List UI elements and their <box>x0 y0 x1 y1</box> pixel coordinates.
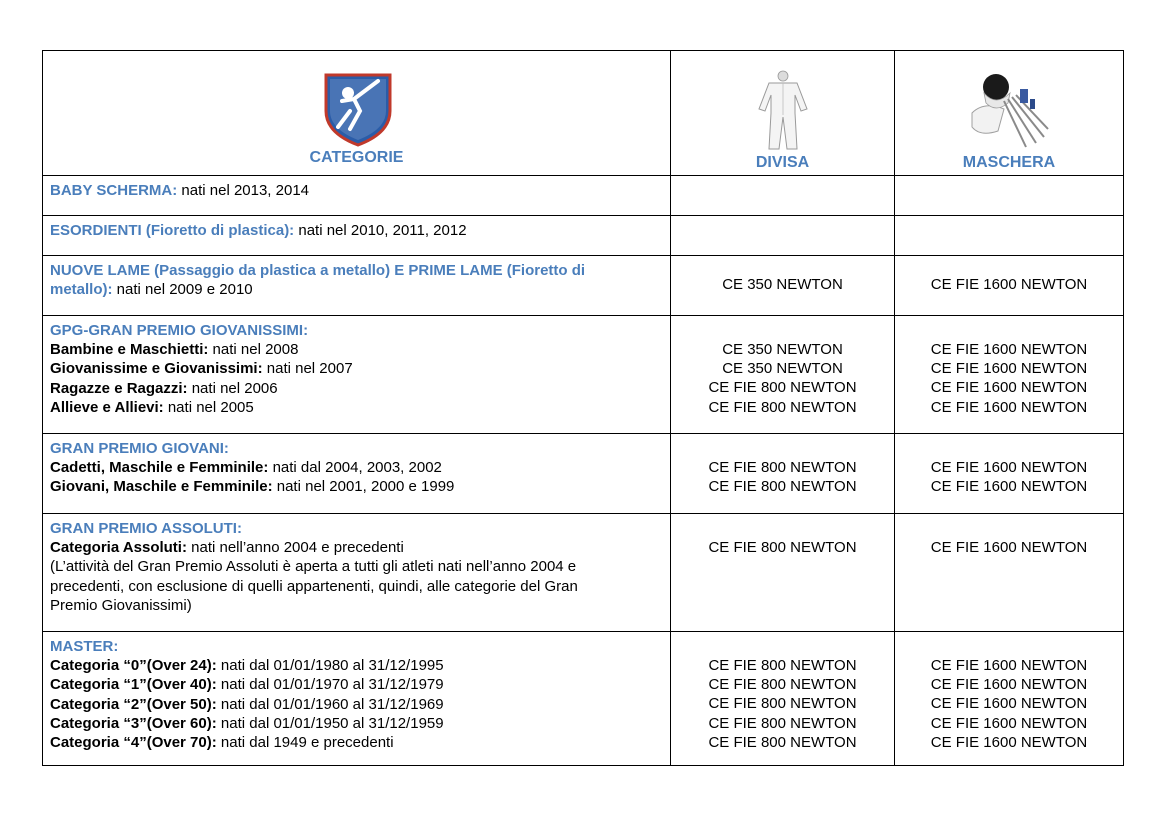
master-item-label: Categoria “1”(Over 40): <box>50 676 217 694</box>
master-divisa-value: CE FIE 800 NEWTON <box>708 714 857 732</box>
giovani-title: GRAN PREMIO GIOVANI: <box>50 440 229 457</box>
master-divisa-value: CE FIE 800 NEWTON <box>708 676 857 694</box>
master-title: MASTER: <box>50 638 119 655</box>
master-divisa-value: CE FIE 800 NEWTON <box>708 695 857 713</box>
gpg-item-label: Allieve e Allievi: <box>50 398 164 416</box>
cell-gpg-divisa <box>671 316 895 434</box>
assoluti-note-line: (L’attività del Gran Premio Assoluti è aperta a tutti gli atleti nati nell’anno 2004 e <box>50 558 577 576</box>
nuove-title-line1: NUOVE LAME (Passaggio da plastica a metallo) E PRIME LAME (Fioretto di <box>50 262 586 279</box>
gpg-item <box>50 379 663 398</box>
header-row <box>43 51 1124 176</box>
categories-table <box>42 50 1124 766</box>
giovani-item-text: nati dal 2004, 2003, 2002 <box>268 459 442 477</box>
master-divisa-value: CE FIE 800 NEWTON <box>708 657 857 674</box>
gpg-divisa-value: CE 350 NEWTON <box>722 341 843 358</box>
gpg-item-label: Ragazze e Ragazzi: <box>50 379 188 397</box>
gpg-item-text: nati nel 2005 <box>163 398 254 416</box>
cell-master-maschera <box>895 632 1124 766</box>
club-logo-icon <box>320 71 396 147</box>
fencing-mask-icon <box>964 71 1054 151</box>
gpg-title: GPG-GRAN PREMIO GIOVANISSIMI: <box>50 322 309 339</box>
row-giovani <box>43 434 1124 514</box>
baby-title: BABY SCHERMA: <box>50 182 178 199</box>
gpg-divisa-value: CE FIE 800 NEWTON <box>708 398 857 416</box>
master-item <box>50 675 663 694</box>
master-maschera-value: CE FIE 1600 NEWTON <box>930 676 1088 694</box>
master-item-text: nati dal 01/01/1980 al 31/12/1995 <box>216 657 444 675</box>
giovani-item-label: Cadetti, Maschile e Femminile: <box>50 459 269 477</box>
cell-assoluti <box>43 514 671 632</box>
row-master <box>43 632 1124 766</box>
gpg-item-text: nati nel 2007 <box>262 360 353 378</box>
nuove-divisa: CE 350 NEWTON <box>722 276 843 293</box>
assoluti-note-line: Premio Giovanissimi) <box>50 596 192 614</box>
cell-gpg <box>43 316 671 434</box>
header-categorie: CATEGORIE <box>309 149 404 166</box>
master-maschera-value: CE FIE 1600 NEWTON <box>930 714 1088 732</box>
giovani-item-label: Giovani, Maschile e Femminile: <box>50 478 273 496</box>
cell-esordienti-divisa <box>671 216 895 256</box>
giovani-item-text: nati nel 2001, 2000 e 1999 <box>272 478 455 496</box>
master-item-label: Categoria “4”(Over 70): <box>50 734 217 752</box>
gpg-item-label: Giovanissime e Giovanissimi: <box>50 360 263 378</box>
cell-gpg-maschera <box>895 316 1124 434</box>
nuove-text: nati nel 2009 e 2010 <box>112 281 253 299</box>
cell-esordienti <box>43 216 671 256</box>
esordienti-title: ESORDIENTI (Fioretto di plastica): <box>50 222 295 239</box>
cell-nuove-divisa <box>671 256 895 316</box>
gpg-item <box>50 340 663 359</box>
gpg-maschera-value: CE FIE 1600 NEWTON <box>930 360 1088 378</box>
header-divisa: DIVISA <box>755 154 810 171</box>
master-item-label: Categoria “0”(Over 24): <box>50 657 217 675</box>
cell-nuove-maschera <box>895 256 1124 316</box>
gpg-maschera-value: CE FIE 1600 NEWTON <box>930 398 1088 416</box>
master-item <box>50 656 663 675</box>
header-categorie-cell <box>43 51 671 176</box>
cell-assoluti-divisa <box>671 514 895 632</box>
master-maschera-value: CE FIE 1600 NEWTON <box>930 733 1088 751</box>
cell-baby-maschera <box>895 176 1124 216</box>
master-divisa-value: CE FIE 800 NEWTON <box>708 733 857 751</box>
giovani-maschera-value: CE FIE 1600 NEWTON <box>930 459 1088 476</box>
header-divisa-cell <box>671 51 895 176</box>
nuove-title-line2: metallo): <box>50 281 113 299</box>
gpg-divisa-value: CE 350 NEWTON <box>722 360 843 378</box>
master-maschera-value: CE FIE 1600 NEWTON <box>930 695 1088 713</box>
giovani-divisa-value: CE FIE 800 NEWTON <box>708 478 857 496</box>
cell-baby-divisa <box>671 176 895 216</box>
gpg-item <box>50 359 663 378</box>
assoluti-note-line: precedenti, con esclusione di quelli appartenenti, quindi, alle categorie del Gran <box>50 577 578 595</box>
master-item-label: Categoria “2”(Over 50): <box>50 695 217 713</box>
gpg-divisa-value: CE FIE 800 NEWTON <box>708 379 857 397</box>
row-baby <box>43 176 1124 216</box>
cell-giovani <box>43 434 671 514</box>
assoluti-divisa: CE FIE 800 NEWTON <box>708 539 857 556</box>
row-esordienti <box>43 216 1124 256</box>
giovani-maschera-value: CE FIE 1600 NEWTON <box>930 478 1088 496</box>
cell-master <box>43 632 671 766</box>
master-item-text: nati dal 01/01/1970 al 31/12/1979 <box>216 676 444 694</box>
gpg-item-text: nati nel 2008 <box>208 341 299 359</box>
fencing-suit-icon <box>755 69 811 151</box>
esordienti-text: nati nel 2010, 2011, 2012 <box>294 222 467 239</box>
master-maschera-value: CE FIE 1600 NEWTON <box>930 657 1088 674</box>
nuove-maschera: CE FIE 1600 NEWTON <box>930 276 1088 293</box>
giovani-divisa-value: CE FIE 800 NEWTON <box>708 459 857 476</box>
master-item <box>50 733 663 752</box>
assoluti-label: Categoria Assoluti: <box>50 539 187 557</box>
header-maschera: MASCHERA <box>962 154 1056 171</box>
master-item-label: Categoria “3”(Over 60): <box>50 714 217 732</box>
cell-giovani-maschera <box>895 434 1124 514</box>
cell-nuove-lame <box>43 256 671 316</box>
assoluti-maschera: CE FIE 1600 NEWTON <box>930 539 1088 556</box>
cell-giovani-divisa <box>671 434 895 514</box>
master-item-text: nati dal 01/01/1960 al 31/12/1969 <box>216 695 444 713</box>
giovani-item <box>50 477 663 496</box>
giovani-item <box>50 458 663 477</box>
row-gpg <box>43 316 1124 434</box>
cell-assoluti-maschera <box>895 514 1124 632</box>
assoluti-title: GRAN PREMIO ASSOLUTI: <box>50 520 242 537</box>
gpg-item-label: Bambine e Maschietti: <box>50 341 209 359</box>
gpg-maschera-value: CE FIE 1600 NEWTON <box>930 341 1088 358</box>
cell-esordienti-maschera <box>895 216 1124 256</box>
row-nuove-lame <box>43 256 1124 316</box>
cell-baby <box>43 176 671 216</box>
header-maschera-cell <box>895 51 1124 176</box>
row-assoluti <box>43 514 1124 632</box>
baby-text: nati nel 2013, 2014 <box>177 182 310 199</box>
gpg-item <box>50 398 663 417</box>
master-item <box>50 695 663 714</box>
master-item <box>50 714 663 733</box>
cell-master-divisa <box>671 632 895 766</box>
master-item-text: nati dal 01/01/1950 al 31/12/1959 <box>216 714 444 732</box>
master-item-text: nati dal 1949 e precedenti <box>216 734 394 752</box>
assoluti-text: nati nell’anno 2004 e precedenti <box>186 539 404 557</box>
gpg-item-text: nati nel 2006 <box>187 379 278 397</box>
gpg-maschera-value: CE FIE 1600 NEWTON <box>930 379 1088 397</box>
